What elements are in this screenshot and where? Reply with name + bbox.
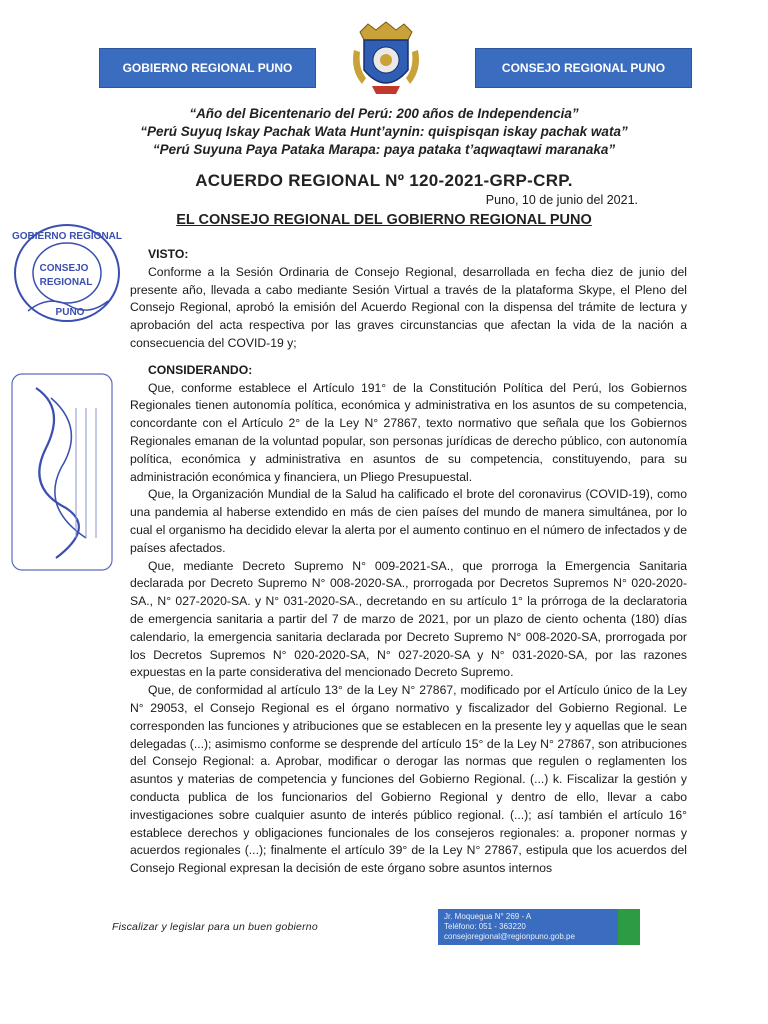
footer-contact-box <box>438 909 640 945</box>
header-consejo-regional-label: CONSEJO REGIONAL PUNO <box>475 48 692 88</box>
council-heading: EL CONSEJO REGIONAL DEL GOBIERNO REGIONAL PUNO <box>176 212 592 228</box>
considerando-heading: CONSIDERANDO: <box>148 362 253 377</box>
puno-coat-of-arms-icon <box>350 20 422 98</box>
document-body <box>130 246 687 878</box>
motto-line-3: “Perú Suyuna Paya Pataka Marapa: paya pataka t’aqwaqtawi maranaka” <box>152 142 616 157</box>
document-date: Puno, 10 de junio del 2021. <box>485 193 638 207</box>
visto-heading: VISTO: <box>148 247 189 261</box>
footer-address: Jr. Moquegua N° 269 - A <box>444 912 532 921</box>
footer-email: consejoregional@regionpuno.gob.pe <box>444 932 575 941</box>
motto-line-1: “Año del Bicentenario del Perú: 200 años de Independencia” <box>189 106 579 121</box>
seal-inner-text-2: REGIONAL <box>39 277 93 288</box>
footer-phone: Teléfono: 051 - 363220 <box>444 922 526 931</box>
consejo-regional-seal-stamp <box>8 215 126 333</box>
seal-inner-text-1: CONSEJO <box>39 263 89 274</box>
visto-paragraph: Conforme a la Sesión Ordinaria de Consejo Regional, desarrollada en fecha diez de junio del presente año, llevada a cabo mediante Sesión Virtual a través de la plataforma Skype, el Pleno del Consejo Regional, aprobó la emisión del Acuerdo Regional con la dispensa del trámite de lectura y aprobación del acta respectiva por las graves circunstancias que afectan la vida de la nación a consecuencia del COVID-19 y; <box>130 264 687 350</box>
seal-outer-text: GOBIERNO REGIONAL <box>11 231 123 242</box>
document-title: ACUERDO REGIONAL Nº 120-2021-GRP-CRP. <box>195 171 573 190</box>
considerando-paragraph: Que, mediante Decreto Supremo N° 009-2021-SA., que prorroga la Emergencia Sanitaria declarada por Decreto Supremo N° 008-2020-SA., prorrogada por Decretos Supremos N° 020-2020-SA., N° 027-2020-SA. y N° 031-2020-SA., decretando en su artículo 1° la prórroga de la declaratoria de emergencia sanitaria a partir del 7 de marzo de 2021, por un plazo de ciento ochenta (180) días calendario, la emergencia sanitaria declarada por Decreto Supremo N° 008-2020-SA, prorrogada por los Decretos Supremos N° 020-2020-SA, N° 027-2020-SA y N° 031-2020-SA, por las razones expuestas en la parte considerativa del mencionado Decreto Supremo. <box>130 558 687 680</box>
considerando-paragraph: Que, de conformidad al artículo 13° de la Ley N° 27867, modificado por el Artículo único de la Ley N° 29053, el Consejo Regional es el órgano normativo y fiscalizador del Gobierno Regional. Le corresponden las funciones y atribuciones que se establecen en la presente ley y aquellas que le sean delegadas (...); asimismo conforme se desprende del artículo 15° de la Ley N° 27867, son atribuciones del Consejo Regional: a. Aprobar, modificar o derogar las normas que regulen o reglamenten los asuntos y materias de competencia y funciones del Gobierno Regional. (...) k. Fiscalizar la gestión y conducta publica de los funcionarios del Gobierno Regional y dentro de ello, llevar a cabo investigaciones sobre cualquier asunto de interés público regional. (...); así también el artículo 16° establece derechos y obligaciones funcionales de los consejeros regionales: a. proponer normas y acuerdos regionales (...); finalmente el artículo 39° de la Ley N° 27867, estipula que los acuerdos del Consejo Regional expresan la decisión de este órgano sobre asuntos internos <box>130 683 687 876</box>
footer-green-accent <box>618 909 640 945</box>
header-gobierno-regional-label: GOBIERNO REGIONAL PUNO <box>99 48 316 88</box>
seal-bottom-text: PUNO <box>55 307 85 318</box>
footer-slogan: Fiscalizar y legislar para un buen gobierno <box>112 921 318 933</box>
signature-stamp <box>6 368 124 578</box>
considerando-paragraph: Que, conforme establece el Artículo 191° de la Constitución Política del Perú, los Gobiernos Regionales tienen autonomía política, económica y administrativa en los asuntos de su competencia, concordante con el Artículo 2° de la Ley N° 27867, texto normativo que señala que los Gobiernos Regionales emanan de la voluntad popular, son personas jurídicas de derecho público, con autonomía política, económica y administrativa en asuntos de su competencia, constituyendo, para su administración económica y financiera, un Pliego Presupuestal. <box>130 380 687 484</box>
motto-line-2: “Perú Suyuq Iskay Pachak Wata Hunt’aynin: quispisqan iskay pachak wata” <box>140 124 628 139</box>
considerando-paragraph: Que, la Organización Mundial de la Salud ha calificado el brote del coronavirus (COVID-19), como una pandemia al haberse extendido en más de cien países del mundo de manera simultánea, por lo cual el organismo ha decidido elevar la alerta por el aumento continuo en el número de infectados y de países afectados. <box>130 487 687 555</box>
